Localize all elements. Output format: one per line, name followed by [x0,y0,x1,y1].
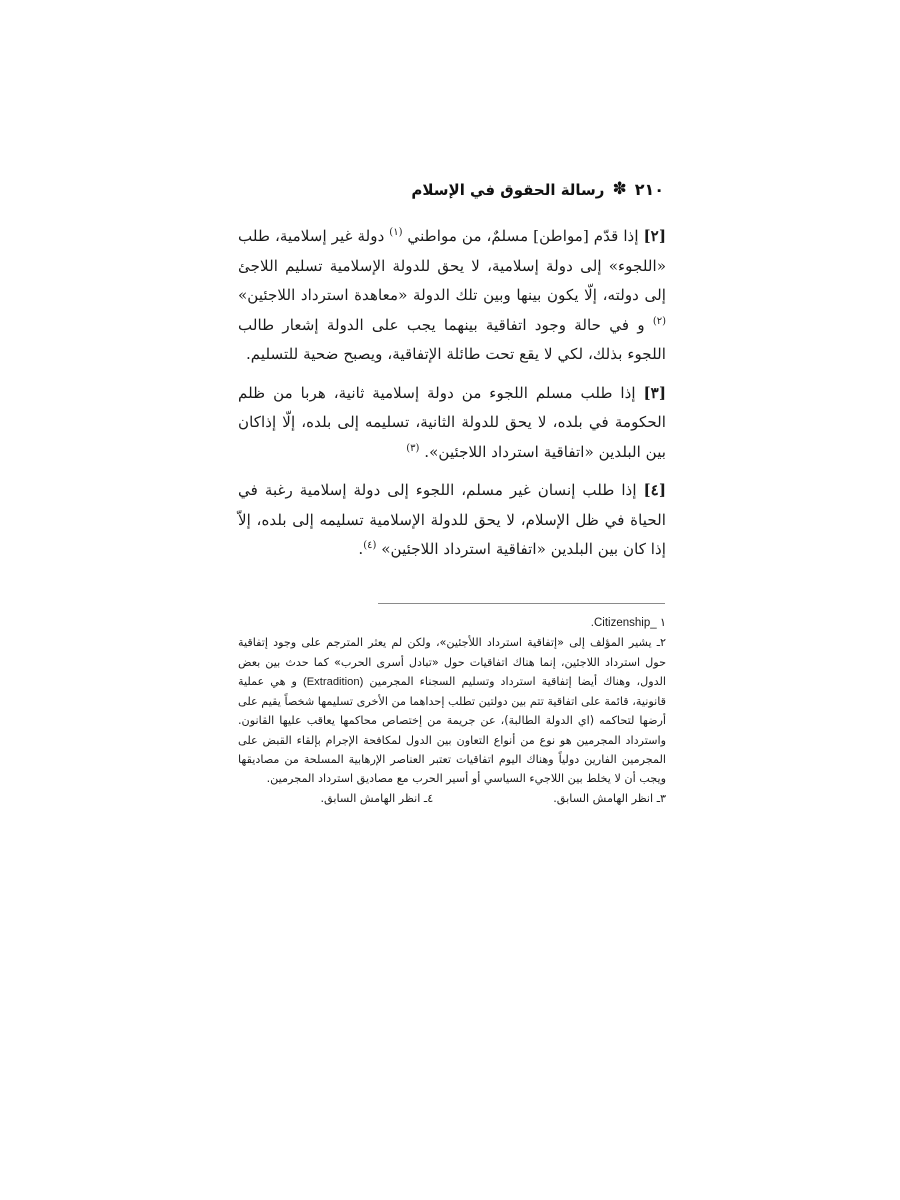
main-text [238,222,666,574]
paragraph-number: [٢] [643,227,667,245]
paragraph-text: و في حالة وجود اتفاقية بينهما يجب على الدولة إشعار طالب اللجوء بذلك، لكي لا يقع تحت طائلة الإتفاقية، ويصبح ضحية للتسليم. [238,315,666,363]
footnotes-3-4 [238,789,666,808]
paragraph-3 [238,379,666,468]
footnote-3: ٣ـ انظر الهامش السابق. [553,791,666,805]
paragraph-2 [238,222,666,370]
footnote-latin-term: (Extradition) [302,675,364,688]
paragraph-text: . [358,540,364,558]
footnotes [238,614,666,808]
footnote-ref: (٣) [406,442,420,454]
paragraph-text: إذا طلب إنسان غير مسلم، اللجوء إلى دولة إسلامية رغبة في الحياة في ظل الإسلام، لا يحق للدولة الإسلامية تسليمه إلى بلده، إلاّ إذا كان بين البلدين «اتفاقية استرداد اللاجئين» [238,481,666,558]
footnote-divider [378,603,665,604]
footnote-text: و هي عملية قانونية، قائمة على اتفاقية تتم بين دولتين تطلب إحداهما من الأخرى تسليمها شخصاً يقيم على أرضها لتحاكمه (اي الدولة الطالبة)، عن جريمة من إختصاص محاكمها يعاقب عليها القانون. واسترداد المجرمين هو نوع من أنواع التعاون بين الدول لمكافحة الإجرام بإلقاء القبض على المجرمين الفارين دولياً وهناك اليوم اتفاقيات تعتبر العناصر الإرهابية المسلحة من مصاديقها ويجب أن لا يخلط بين اللاجيء السياسي أو أسير الحرب مع مصاديق استرداد المجرمين. [238,674,666,786]
footnote-4: ٤ـ انظر الهامش السابق. [320,791,434,805]
running-header [411,180,664,199]
page-number: ٢١٠ [634,180,664,199]
paragraph-4 [238,476,666,565]
paragraph-number: [٤] [643,481,667,499]
footnote-1: ١ _Citizenship. [590,617,666,629]
paragraph-text: إذا قدّم [مواطن] مسلمٌ، من مواطني [407,227,639,245]
footnote-ref: (٤) [363,539,377,551]
footnote-2 [238,633,666,788]
footnote-text: ٢ـ يشير المؤلف إلى «إتفاقية استرداد اللأجئين»، ولكن لم يعثر المترجم على وجود إتفاقية حول استرداد اللاجئين، إنما هناك اتفاقيات حول «تبادل أسرى الحرب» كما حدث بين بعض الدول، وهناك أيضا إتفاقية استرداد وتسليم السجناء المجرمين [238,636,666,688]
paragraph-text: إذا طلب مسلم اللجوء من دولة إسلامية ثانية، هربا من ظلم الحكومة في بلده، لا يحق للدولة الثانية، تسليمه إلى بلده، إلّا إذاكان بين البلدين «اتفاقية استرداد اللاجئين». [238,383,666,461]
footnote-ref: (٢) [652,315,667,327]
paragraph-text: دولة غير إسلامية، طلب «اللجوء» إلى دولة إسلامية، لا يحق للدولة الإسلامية تسليم اللاجئ إلى دولته، إلّا يكون بينها وبين تلك الدولة «معاهدة استرداد اللاجئين» [238,227,666,304]
paragraph-number: [٣] [643,383,667,402]
running-title: رسالة الحقوق في الإسلام [411,180,605,199]
flower-ornament-icon: ✽ [612,179,627,199]
footnote-ref: (١) [389,226,403,238]
